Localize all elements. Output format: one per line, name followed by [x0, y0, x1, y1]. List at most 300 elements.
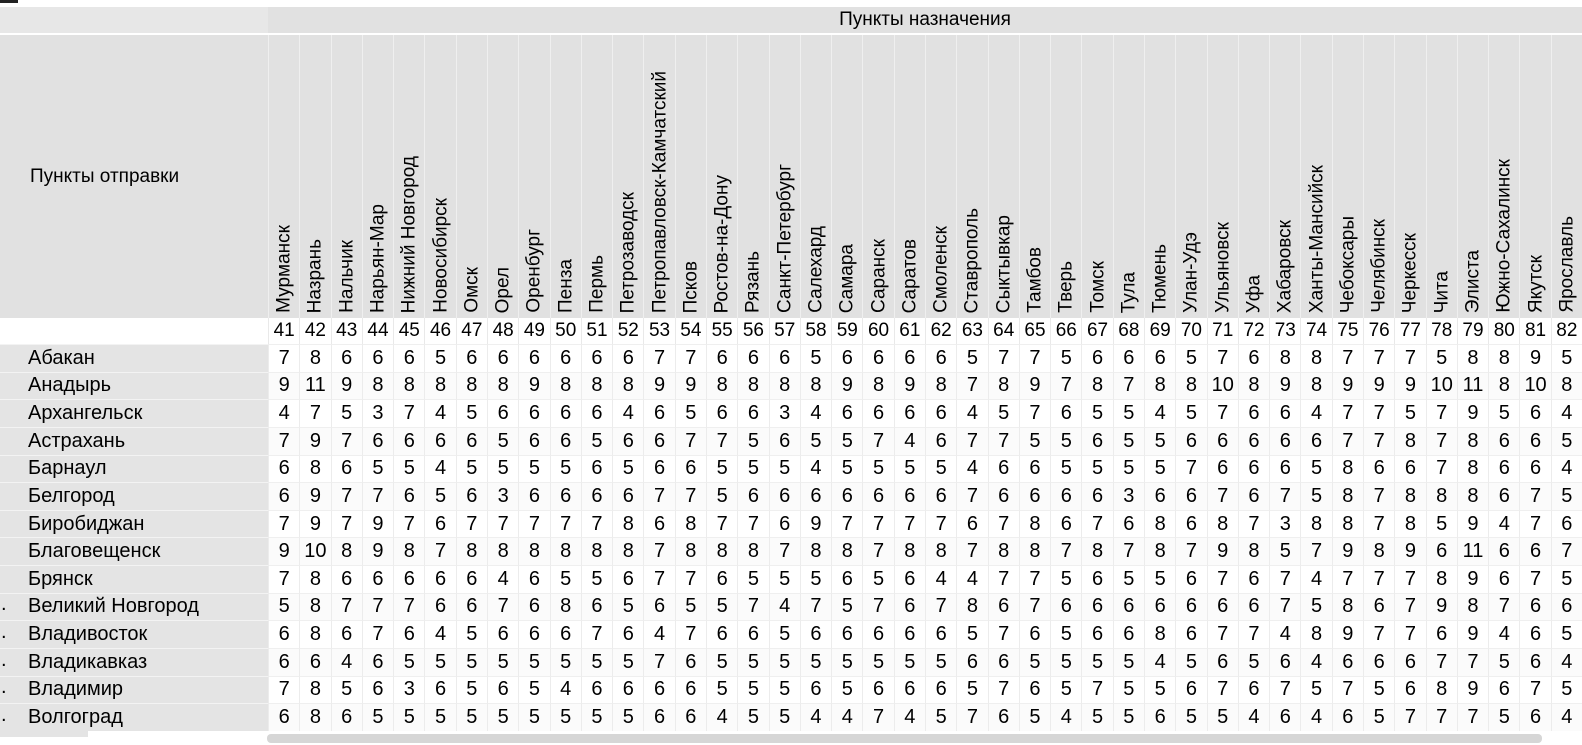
matrix-cell-text: 6 — [1123, 512, 1135, 535]
matrix-cell-text: 5 — [716, 595, 728, 618]
matrix-cell-text: 4 — [1279, 623, 1291, 646]
matrix-cell — [393, 620, 424, 648]
matrix-cell-text: 7 — [685, 429, 697, 452]
matrix-cell — [612, 703, 643, 731]
matrix-cell-text: 3 — [1279, 512, 1291, 535]
matrix-cell-text: 9 — [1467, 678, 1479, 701]
matrix-cell-text: 7 — [998, 512, 1010, 535]
matrix-cell-text: 6 — [591, 346, 603, 369]
matrix-cell — [550, 510, 581, 538]
matrix-cell — [675, 510, 706, 538]
matrix-cell — [1300, 620, 1331, 648]
matrix-cell — [988, 593, 1019, 621]
matrix-cell-text: 4 — [1154, 402, 1166, 425]
matrix-cell — [1175, 344, 1206, 372]
matrix-cell — [424, 593, 455, 621]
matrix-cell — [1551, 537, 1582, 565]
matrix-cell — [706, 565, 737, 593]
column-header — [675, 35, 706, 318]
matrix-cell-text: 7 — [685, 484, 697, 507]
matrix-cell — [769, 620, 800, 648]
column-number-text: 79 — [1462, 320, 1484, 341]
column-header — [1175, 35, 1206, 318]
matrix-cell — [675, 620, 706, 648]
column-number-text: 76 — [1368, 320, 1390, 341]
horizontal-scrollbar-thumb[interactable] — [267, 734, 1542, 743]
matrix-cell — [1519, 593, 1550, 621]
matrix-cell-text: 5 — [1498, 705, 1510, 728]
matrix-cell — [800, 344, 831, 372]
matrix-cell — [1519, 620, 1550, 648]
matrix-cell-text: 7 — [403, 402, 415, 425]
matrix-cell-text: 7 — [841, 512, 853, 535]
column-number — [393, 318, 424, 344]
matrix-cell — [675, 537, 706, 565]
matrix-cell — [487, 565, 518, 593]
matrix-cell — [1332, 620, 1363, 648]
column-header-text: Нижний Новгород — [398, 155, 420, 313]
matrix-cell-text: 4 — [966, 567, 978, 590]
matrix-cell-text: 9 — [1467, 623, 1479, 646]
matrix-cell-text: 5 — [278, 595, 290, 618]
column-number — [1519, 318, 1550, 344]
matrix-cell — [1426, 676, 1457, 704]
matrix-cell-text: 6 — [1185, 429, 1197, 452]
matrix-cell — [706, 703, 737, 731]
matrix-cell — [1081, 620, 1112, 648]
matrix-cell-text: 9 — [1342, 623, 1354, 646]
matrix-cell-text: 5 — [966, 346, 978, 369]
matrix-cell — [988, 427, 1019, 455]
matrix-cell-text: 7 — [1060, 374, 1072, 397]
matrix-cell-text: 6 — [904, 484, 916, 507]
matrix-cell-text: 5 — [1123, 678, 1135, 701]
matrix-cell-text: 6 — [654, 457, 666, 480]
matrix-cell — [268, 482, 299, 510]
column-header-text: Чита — [1431, 270, 1453, 313]
matrix-cell — [800, 648, 831, 676]
matrix-cell-text: 8 — [685, 512, 697, 535]
table-row — [0, 510, 1582, 538]
matrix-cell — [550, 427, 581, 455]
matrix-cell-text: 7 — [1436, 650, 1448, 673]
matrix-cell — [518, 510, 549, 538]
matrix-cell — [424, 482, 455, 510]
matrix-cell — [862, 565, 893, 593]
matrix-cell-text: 5 — [685, 402, 697, 425]
matrix-cell-text: 6 — [560, 484, 572, 507]
matrix-cell-text: 6 — [935, 678, 947, 701]
matrix-cell-text: 5 — [528, 457, 540, 480]
matrix-cell-text: 3 — [403, 678, 415, 701]
matrix-cell — [925, 510, 956, 538]
column-number — [1363, 318, 1394, 344]
matrix-cell — [1332, 427, 1363, 455]
matrix-cell-text: 7 — [1467, 650, 1479, 673]
matrix-cell — [1269, 593, 1300, 621]
column-header — [1394, 35, 1425, 318]
matrix-cell — [331, 620, 362, 648]
matrix-cell-text: 6 — [466, 595, 478, 618]
matrix-cell — [1019, 648, 1050, 676]
matrix-cell — [1113, 372, 1144, 400]
matrix-cell — [1081, 399, 1112, 427]
column-number-text: 69 — [1149, 320, 1171, 341]
matrix-cell-text: 8 — [1311, 623, 1323, 646]
matrix-cell — [1394, 427, 1425, 455]
matrix-cell-text: 8 — [1092, 540, 1104, 563]
matrix-cell-text: 6 — [1029, 457, 1041, 480]
column-header — [894, 35, 925, 318]
column-number — [894, 318, 925, 344]
matrix-cell — [1426, 399, 1457, 427]
matrix-cell-text: 8 — [1248, 540, 1260, 563]
matrix-cell-text: 6 — [1498, 540, 1510, 563]
matrix-cell — [299, 676, 330, 704]
matrix-cell-text: 6 — [810, 484, 822, 507]
column-header — [393, 35, 424, 318]
row-label — [0, 510, 268, 538]
numbers-row-left-cell — [0, 318, 268, 344]
matrix-cell-text: 5 — [935, 705, 947, 728]
matrix-cell-text: 6 — [341, 346, 353, 369]
matrix-cell-text: 6 — [341, 567, 353, 590]
matrix-cell — [1519, 565, 1550, 593]
matrix-cell-text: 8 — [935, 540, 947, 563]
matrix-cell-text: 6 — [1092, 484, 1104, 507]
matrix-cell-text: 9 — [654, 374, 666, 397]
column-number-text: 56 — [742, 320, 764, 341]
matrix-cell — [894, 344, 925, 372]
matrix-cell-text: 7 — [560, 512, 572, 535]
column-number-text: 72 — [1243, 320, 1265, 341]
matrix-cell — [393, 648, 424, 676]
matrix-cell-text: 7 — [1498, 595, 1510, 618]
column-header-text: Петрозаводск — [617, 191, 639, 313]
matrix-cell-text: 8 — [1467, 346, 1479, 369]
matrix-cell-text: 6 — [904, 623, 916, 646]
matrix-cell-text: 5 — [622, 650, 634, 673]
column-header — [862, 35, 893, 318]
matrix-cell-text: 6 — [435, 678, 447, 701]
matrix-cell — [331, 399, 362, 427]
column-number-text: 68 — [1118, 320, 1140, 341]
matrix-cell — [1144, 482, 1175, 510]
matrix-cell — [1207, 427, 1238, 455]
matrix-cell — [331, 593, 362, 621]
column-number-text: 53 — [648, 320, 671, 341]
matrix-cell — [643, 648, 674, 676]
column-header — [737, 35, 768, 318]
matrix-cell-text: 8 — [1342, 595, 1354, 618]
matrix-cell — [518, 620, 549, 648]
matrix-cell — [1457, 648, 1488, 676]
matrix-cell — [581, 537, 612, 565]
matrix-cell-text: 5 — [1092, 650, 1104, 673]
origins-header: Пункты отправки — [0, 35, 268, 318]
matrix-cell — [737, 399, 768, 427]
matrix-cell — [1394, 565, 1425, 593]
matrix-cell — [1175, 648, 1206, 676]
matrix-cell-text: 6 — [1530, 623, 1542, 646]
matrix-cell — [1081, 482, 1112, 510]
matrix-cell — [362, 510, 393, 538]
matrix-cell-text: 3 — [497, 484, 509, 507]
matrix-cell-text: 7 — [654, 346, 666, 369]
matrix-cell — [299, 344, 330, 372]
matrix-cell — [769, 648, 800, 676]
matrix-cell — [1363, 565, 1394, 593]
table-row — [0, 676, 1582, 704]
matrix-cell — [894, 593, 925, 621]
matrix-cell-text: 5 — [435, 346, 447, 369]
column-header-text: Томск — [1087, 261, 1109, 313]
matrix-cell — [1144, 593, 1175, 621]
horizontal-scrollbar-track[interactable] — [0, 731, 1582, 745]
matrix-cell — [643, 676, 674, 704]
matrix-cell — [424, 676, 455, 704]
matrix-cell-text: 5 — [591, 650, 603, 673]
matrix-cell-text: 5 — [1561, 678, 1573, 701]
matrix-cell-text: 6 — [1498, 567, 1510, 590]
matrix-cell-text: 5 — [966, 678, 978, 701]
matrix-cell-text: 6 — [935, 429, 947, 452]
matrix-cell-text: 6 — [654, 402, 666, 425]
matrix-cell-text: 8 — [591, 374, 603, 397]
matrix-cell — [1300, 565, 1331, 593]
matrix-cell — [643, 344, 674, 372]
matrix-cell — [1269, 703, 1300, 731]
matrix-cell-text: 7 — [1373, 429, 1385, 452]
matrix-cell-text: 9 — [1342, 374, 1354, 397]
matrix-cell-text: 9 — [309, 429, 321, 452]
matrix-cell-text: 4 — [1498, 512, 1510, 535]
matrix-cell-text: 6 — [1092, 429, 1104, 452]
matrix-cell-text: 8 — [779, 374, 791, 397]
matrix-cell-text: 6 — [1092, 623, 1104, 646]
matrix-cell — [1269, 537, 1300, 565]
matrix-cell — [862, 455, 893, 483]
matrix-cell — [1144, 372, 1175, 400]
matrix-cell — [612, 537, 643, 565]
matrix-cell — [1019, 620, 1050, 648]
matrix-cell — [894, 648, 925, 676]
column-number-text: 48 — [492, 320, 514, 341]
matrix-cell-text: 8 — [309, 457, 321, 480]
column-header — [456, 35, 487, 318]
matrix-cell — [988, 537, 1019, 565]
matrix-cell-text: 5 — [466, 705, 478, 728]
matrix-cell-text: 6 — [497, 402, 509, 425]
matrix-cell — [362, 399, 393, 427]
matrix-cell-text: 6 — [1342, 705, 1354, 728]
column-header-text: Смоленск — [930, 226, 952, 313]
matrix-cell-text: 7 — [1342, 429, 1354, 452]
matrix-cell — [1394, 537, 1425, 565]
matrix-cell — [769, 676, 800, 704]
matrix-cell — [1300, 427, 1331, 455]
matrix-cell — [1081, 676, 1112, 704]
matrix-cell — [800, 537, 831, 565]
matrix-cell — [988, 399, 1019, 427]
column-number-text: 67 — [1086, 320, 1109, 341]
matrix-cell-text: 6 — [466, 567, 478, 590]
matrix-cell-text: 4 — [779, 595, 791, 618]
matrix-cell-text: 4 — [654, 623, 666, 646]
matrix-cell-text: 9 — [1342, 540, 1354, 563]
matrix-cell-text: 6 — [998, 650, 1010, 673]
matrix-cell-text: 8 — [1185, 374, 1197, 397]
matrix-cell-text: 5 — [935, 650, 947, 673]
matrix-cell-text: 6 — [1279, 402, 1291, 425]
matrix-cell — [675, 676, 706, 704]
matrix-cell-text: 6 — [1185, 623, 1197, 646]
matrix-cell-text: 11 — [1462, 540, 1484, 563]
matrix-cell — [456, 372, 487, 400]
column-number — [769, 318, 800, 344]
matrix-cell — [1394, 344, 1425, 372]
matrix-cell — [1551, 703, 1582, 731]
matrix-cell-text: 6 — [1185, 484, 1197, 507]
matrix-cell — [1081, 703, 1112, 731]
matrix-cell — [518, 703, 549, 731]
matrix-cell-text: 7 — [1404, 705, 1416, 728]
column-number — [925, 318, 956, 344]
column-header-text: Ханты-Мансийск — [1306, 164, 1328, 313]
matrix-cell-text: 7 — [1530, 678, 1542, 701]
matrix-cell-text: 4 — [966, 457, 978, 480]
matrix-cell — [1207, 565, 1238, 593]
column-header — [487, 35, 518, 318]
matrix-cell-text: 6 — [435, 595, 447, 618]
matrix-cell-text: 5 — [716, 484, 728, 507]
row-index-mark: . — [1, 620, 7, 643]
matrix-cell — [581, 510, 612, 538]
matrix-cell-text: 8 — [810, 540, 822, 563]
column-header-text: Саратов — [899, 238, 921, 313]
matrix-cell — [800, 703, 831, 731]
matrix-cell — [643, 510, 674, 538]
matrix-cell-text: 8 — [466, 540, 478, 563]
matrix-cell-text: 9 — [1436, 595, 1448, 618]
matrix-cell — [737, 482, 768, 510]
matrix-cell-text: 7 — [654, 484, 666, 507]
matrix-cell — [1300, 510, 1331, 538]
matrix-cell-text: 8 — [747, 374, 759, 397]
matrix-cell-text: 8 — [309, 623, 321, 646]
column-number — [456, 318, 487, 344]
matrix-cell-text: 4 — [1311, 650, 1323, 673]
matrix-cell — [1394, 399, 1425, 427]
matrix-cell — [612, 676, 643, 704]
matrix-cell-text: 6 — [1373, 457, 1385, 480]
column-number-text: 57 — [774, 320, 796, 341]
matrix-cell-text: 8 — [1404, 429, 1416, 452]
matrix-cell-text: 4 — [1311, 402, 1323, 425]
matrix-cell-text: 5 — [1060, 623, 1072, 646]
matrix-cell-text: 4 — [810, 402, 822, 425]
matrix-cell-text: 6 — [1248, 595, 1260, 618]
matrix-cell — [1175, 620, 1206, 648]
matrix-cell — [737, 372, 768, 400]
matrix-cell — [1457, 372, 1488, 400]
matrix-cell-text: 8 — [904, 540, 916, 563]
matrix-cell — [675, 427, 706, 455]
matrix-cell — [1019, 565, 1050, 593]
matrix-cell — [581, 455, 612, 483]
matrix-cell-text: 4 — [497, 567, 509, 590]
matrix-cell — [862, 648, 893, 676]
matrix-cell — [894, 537, 925, 565]
matrix-cell — [1332, 510, 1363, 538]
matrix-cell-text: 9 — [528, 374, 540, 397]
matrix-cell — [1363, 703, 1394, 731]
matrix-cell-text: 10 — [304, 540, 327, 563]
matrix-cell — [1113, 399, 1144, 427]
matrix-cell-text: 6 — [528, 402, 540, 425]
matrix-cell-text: 6 — [1060, 595, 1072, 618]
matrix-cell — [862, 510, 893, 538]
matrix-cell-text: 5 — [1311, 457, 1323, 480]
matrix-cell-text: 4 — [435, 623, 447, 646]
column-header — [1050, 35, 1081, 318]
matrix-cell — [706, 455, 737, 483]
matrix-cell-text: 8 — [841, 540, 853, 563]
matrix-cell-text: 5 — [747, 678, 759, 701]
matrix-cell-text: 7 — [685, 346, 697, 369]
matrix-cell-text: 5 — [1185, 650, 1197, 673]
column-number — [1457, 318, 1488, 344]
matrix-cell-text: 7 — [1530, 567, 1542, 590]
column-header-text: Сыктывкар — [993, 214, 1015, 313]
matrix-cell — [1551, 593, 1582, 621]
matrix-cell — [1050, 399, 1081, 427]
matrix-cell-text: 5 — [779, 705, 791, 728]
column-header — [1019, 35, 1050, 318]
column-number — [1300, 318, 1331, 344]
matrix-cell — [581, 565, 612, 593]
column-header — [956, 35, 987, 318]
row-label-text: Владикавказ — [28, 650, 148, 673]
matrix-cell-text: 6 — [528, 595, 540, 618]
matrix-cell-text: 8 — [1029, 512, 1041, 535]
column-number-text: 59 — [836, 320, 858, 341]
matrix-cell-text: 5 — [1498, 650, 1510, 673]
matrix-cell — [1488, 427, 1519, 455]
matrix-cell-text: 7 — [1373, 346, 1385, 369]
matrix-cell — [299, 510, 330, 538]
matrix-cell-text: 5 — [841, 650, 853, 673]
column-header-text: Оренбург — [523, 229, 545, 313]
matrix-cell — [1551, 372, 1582, 400]
matrix-cell — [675, 703, 706, 731]
matrix-cell — [925, 372, 956, 400]
matrix-cell — [862, 593, 893, 621]
matrix-cell-text: 6 — [1154, 346, 1166, 369]
matrix-cell — [643, 593, 674, 621]
matrix-cell — [862, 703, 893, 731]
column-header-text: Хабаровск — [1274, 219, 1296, 313]
matrix-cell — [612, 510, 643, 538]
matrix-cell — [925, 565, 956, 593]
column-number-text: 63 — [961, 320, 983, 341]
matrix-cell-text: 6 — [841, 623, 853, 646]
matrix-cell — [1363, 537, 1394, 565]
matrix-cell-text: 10 — [1430, 374, 1453, 397]
matrix-cell — [331, 482, 362, 510]
matrix-cell-text: 6 — [560, 346, 572, 369]
matrix-cell-text: 7 — [716, 429, 728, 452]
